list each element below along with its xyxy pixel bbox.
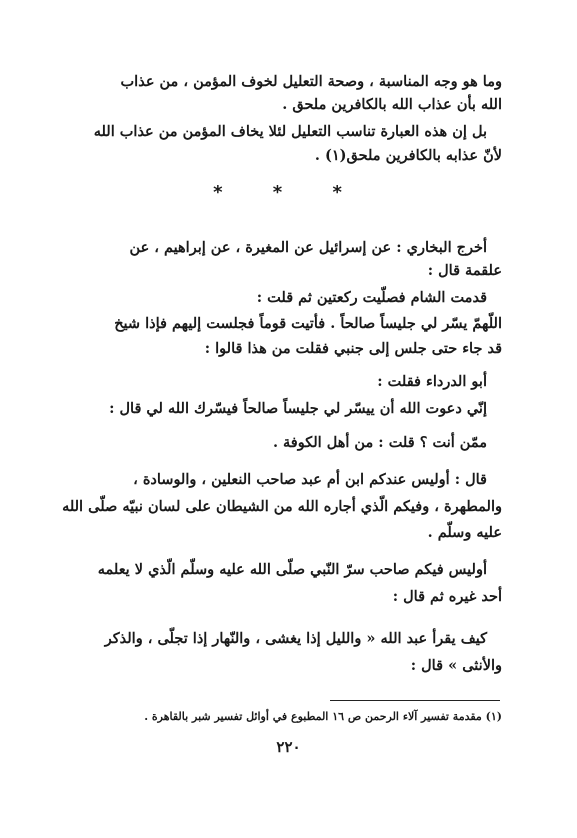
text-line: قد جاء حتى جلس إلى جنبي فقلت من هذا قالوا : <box>204 340 502 357</box>
text-line: إنّي دعوت الله أن ييسّر لي جليساً صالحاً فيسّرك الله لي قال : <box>109 400 487 417</box>
text-line: أخرج البخاري : عن إسرائيل عن المغيرة ، عن إبراهيم ، عن <box>129 239 487 256</box>
text-line: قدمت الشام فصلّيت ركعتين ثم قلت : <box>256 289 487 306</box>
text-line: اللّهمّ يسّر لي جليساً صالحاً . فأتيت قوماً فجلست إليهم فإذا شيخ <box>114 315 502 332</box>
page-number: ٢٢٠ <box>276 738 301 756</box>
footnote: (١) مقدمة تفسير آلاء الرحمن ص ١٦ المطبوع في أوائل تفسير شبر بالقاهرة . <box>144 710 502 723</box>
text-line: أحد غيره ثم قال : <box>392 588 502 605</box>
text-line: قال : أوليس عندكم ابن أم عبد صاحب النعلين ، والوسادة ، <box>133 471 487 488</box>
text-line: عليه وسلّم . <box>427 524 502 541</box>
text-line: كيف يقرأ عبد الله « والليل إذا يغشى ، والنّهار إذا تجلّى ، والذكر <box>104 630 487 647</box>
text-line: والأنثى » قال : <box>410 657 502 674</box>
text-line: بل إن هذه العبارة تناسب التعليل لئلا يخاف المؤمن من عذاب الله <box>93 123 487 140</box>
text-line: أبو الدرداء فقلت : <box>377 373 487 390</box>
text-line: لأنّ عذابه بالكافرين ملحق(١) . <box>314 147 502 164</box>
text-line: والمطهرة ، وفيكم الّذي أجاره الله من الشيطان على لسان نبيّه صلّى الله <box>62 498 502 515</box>
text-line: الله بأن عذاب الله بالكافرين ملحق . <box>282 96 502 113</box>
text-line: وما هو وجه المناسبة ، وصحة التعليل لخوف المؤمن ، من عذاب <box>120 73 502 90</box>
text-line: ممّن أنت ؟ قلت : من أهل الكوفة . <box>272 434 487 451</box>
section-separator: * * * <box>213 182 364 203</box>
footnote-rule <box>330 700 500 701</box>
text-line: علقمة قال : <box>427 262 502 279</box>
text-line: أوليس فيكم صاحب سرّ النّبي صلّى الله عليه وسلّم الّذي لا يعلمه <box>97 561 487 578</box>
